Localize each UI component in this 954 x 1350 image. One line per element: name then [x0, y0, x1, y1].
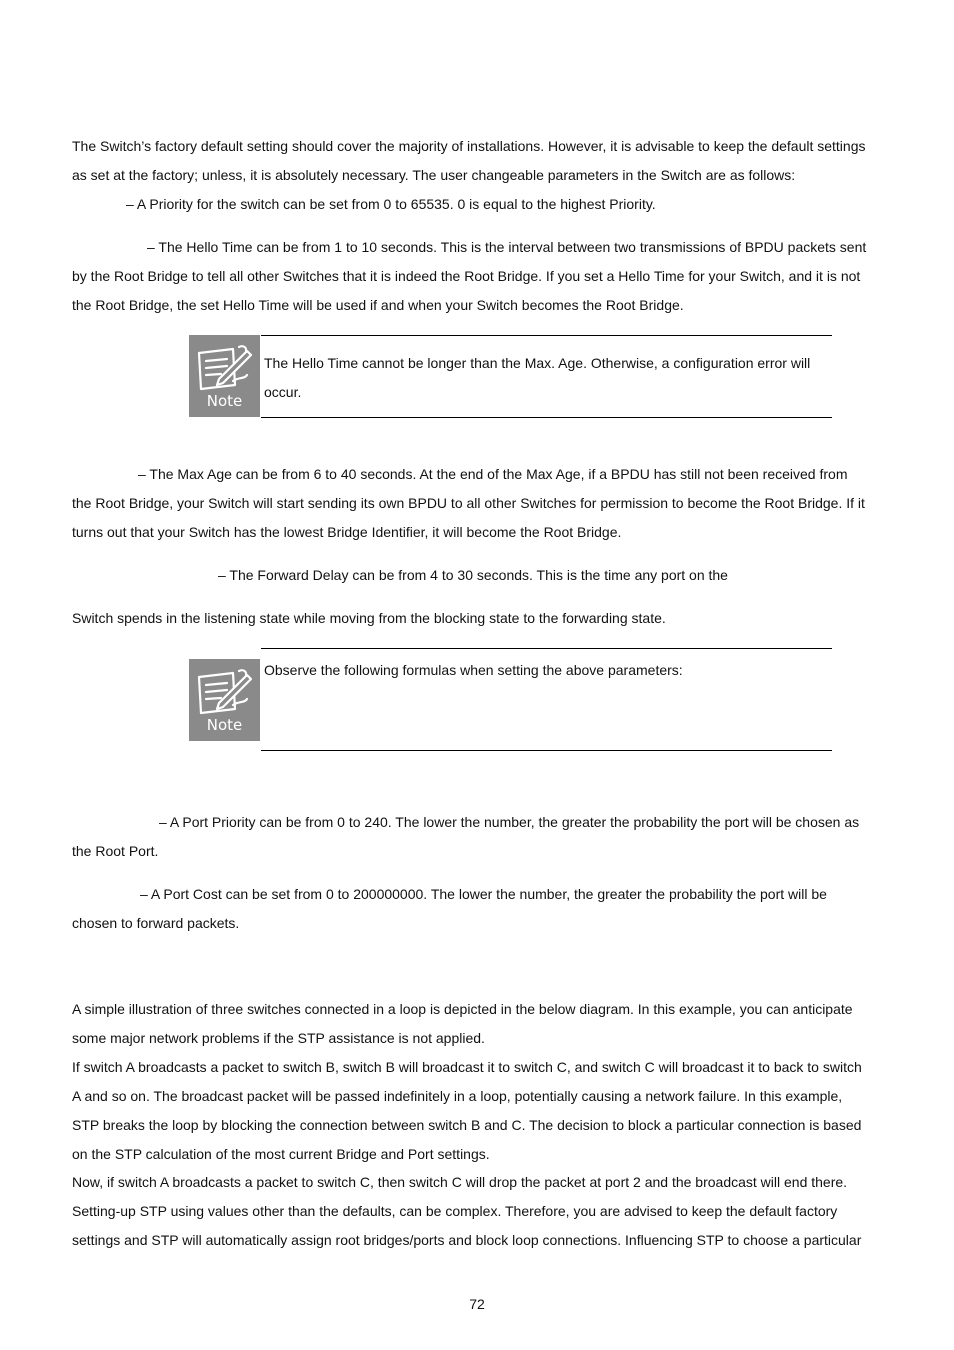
priority-text: – A Priority for the switch can be set from 0 to 65535. 0 is equal to the highest Priority. — [126, 196, 656, 212]
maxage-line-3: turns out that your Switch has the lowest Bridge Identifier, it will become the Root Bridge. — [72, 524, 622, 540]
illus-line-2: some major network problems if the STP assistance is not applied. — [72, 1030, 485, 1046]
fwd-line-1: – The Forward Delay can be from 4 to 30 seconds. This is the time any port on the — [218, 567, 728, 583]
illus-line-8: Setting-up STP using values other than the defaults, can be complex. Therefore, you are advised to keep the default factory — [72, 1203, 838, 1219]
note-icon — [189, 659, 260, 741]
portcost-line-1: – A Port Cost can be set from 0 to 200000000. The lower the number, the greater the probability the port will be — [140, 886, 827, 902]
note1-line-2: occur. — [264, 384, 302, 400]
note2-line-1: Observe the following formulas when setting the above parameters: — [264, 662, 683, 678]
illus-line-1: A simple illustration of three switches connected in a loop is depicted in the below diagram. In this example, you can anticipate — [72, 1001, 853, 1017]
portprio-line-1: – A Port Priority can be from 0 to 240. The lower the number, the greater the probability the port will be chosen as — [159, 814, 860, 830]
hello-line-1: – The Hello Time can be from 1 to 10 seconds. This is the interval between two transmissions of BPDU packets sent — [147, 239, 867, 255]
intro-line-2: as set at the factory; unless, it is absolutely necessary. The user changeable parameters in the Switch are as follows: — [72, 167, 796, 183]
portcost-line-2: chosen to forward packets. — [72, 915, 240, 931]
illus-line-3: If switch A broadcasts a packet to switch B, switch B will broadcast it to switch C, and switch C will broadcast it to back to switch — [72, 1059, 862, 1075]
illus-line-4: A and so on. The broadcast packet will be passed indefinitely in a loop, potentially causing a network failure. In this example, — [72, 1088, 843, 1104]
hello-line-3: the Root Bridge, the set Hello Time will be used if and when your Switch becomes the Root Bridge. — [72, 297, 684, 313]
illus-line-6: on the STP calculation of the most current Bridge and Port settings. — [72, 1146, 490, 1162]
page-number: 72 — [469, 1296, 485, 1312]
illus-line-5: STP breaks the loop by blocking the connection between switch B and C. The decision to block a particular connection is based — [72, 1117, 862, 1133]
hello-line-2: by the Root Bridge to tell all other Switches that it is indeed the Root Bridge. If you set a Hello Time for your Switch, and it is not — [72, 268, 861, 284]
maxage-line-2: the Root Bridge, your Switch will start sending its own BPDU to all other Switches for permission to become the Root Bridge. If it — [72, 495, 865, 511]
note2-bottom-rule — [261, 750, 832, 751]
note-icon-label: Note — [206, 392, 243, 410]
note1-line-1: The Hello Time cannot be longer than the Max. Age. Otherwise, a configuration error will — [264, 355, 811, 371]
intro-line-1: The Switch’s factory default setting should cover the majority of installations. However, it is advisable to keep the default settings — [72, 138, 866, 154]
note-icon-label: Note — [206, 716, 243, 734]
illus-line-7: Now, if switch A broadcasts a packet to switch C, then switch C will drop the packet at port 2 and the broadcast will end there. — [72, 1174, 848, 1190]
note2-top-rule — [261, 648, 832, 649]
maxage-line-1: – The Max Age can be from 6 to 40 seconds. At the end of the Max Age, if a BPDU has still not been received from — [138, 466, 848, 482]
note-icon — [189, 335, 260, 417]
note1-top-rule — [261, 335, 832, 336]
fwd-line-2: Switch spends in the listening state while moving from the blocking state to the forwarding state. — [72, 610, 666, 626]
note1-bottom-rule — [261, 417, 832, 418]
illus-line-9: settings and STP will automatically assign root bridges/ports and block loop connections. Influencing STP to choose a particular — [72, 1232, 862, 1248]
portprio-line-2: the Root Port. — [72, 843, 159, 859]
